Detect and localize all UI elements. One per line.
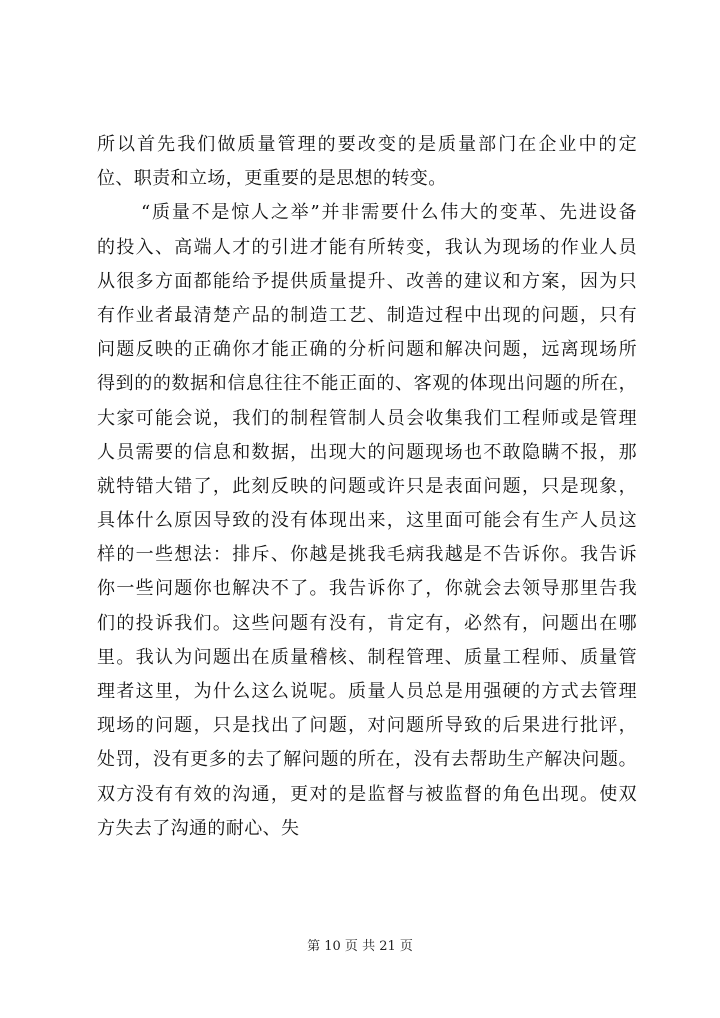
- text-line: 得到的的数据和信息往往不能正面的、客观的体现出问题的所在，: [97, 373, 637, 395]
- text-line: 样的一些想法：排斥、你越是挑我毛病我越是不告诉你。我告诉: [97, 544, 637, 566]
- text-line: 处罚，没有更多的去了解问题的所在，没有去帮助生产解决问题。: [97, 749, 637, 771]
- text-line: 从很多方面都能给予提供质量提升、改善的建议和方案，因为只: [97, 270, 637, 292]
- text-line: 们的投诉我们。这些问题有没有，肯定有，必然有，问题出在哪: [97, 612, 637, 634]
- text-line: 有作业者最清楚产品的制造工艺、制造过程中出现的问题，只有: [97, 304, 637, 326]
- text-line: 的投入、高端人才的引进才能有所转变，我认为现场的作业人员: [97, 236, 637, 258]
- text-line: 所以首先我们做质量管理的要改变的是质量部门在企业中的定: [97, 134, 637, 155]
- text-line: 双方没有有效的沟通，更对的是监督与被监督的角色出现。使双: [97, 783, 637, 805]
- body-text: [97, 128, 637, 846]
- text-line: 人员需要的信息和数据，出现大的问题现场也不敢隐瞒不报，那: [97, 441, 637, 463]
- text-line: 现场的问题，只是找出了问题，对问题所导致的后果进行批评，: [97, 715, 637, 737]
- text-line: 方失去了沟通的耐心、失: [97, 817, 300, 839]
- text-line: 你一些问题你也解决不了。我告诉你了，你就会去领导那里告我: [97, 578, 637, 600]
- text-line: 大家可能会说，我们的制程管制人员会收集我们工程师或是管理: [97, 407, 637, 429]
- text-line: 问题反映的正确你才能正确的分析问题和解决问题，远离现场所: [97, 339, 637, 361]
- text-line: “质量不是惊人之举”并非需要什么伟大的变革、先进设备: [141, 202, 637, 224]
- page-footer: 第 10 页 共 21 页: [307, 939, 413, 954]
- text-line: 理者这里，为什么这么说呢。质量人员总是用强硬的方式去管理: [97, 681, 637, 702]
- text-line: 就特错大错了，此刻反映的问题或许只是表面问题，只是现象，: [97, 475, 637, 497]
- text-line: 里。我认为问题出在质量稽核、制程管理、质量工程师、质量管: [97, 646, 637, 668]
- text-line: 具体什么原因导致的没有体现出来，这里面可能会有生产人员这: [97, 510, 637, 532]
- text-line: 位、职责和立场，更重要的是思想的转变。: [97, 168, 447, 190]
